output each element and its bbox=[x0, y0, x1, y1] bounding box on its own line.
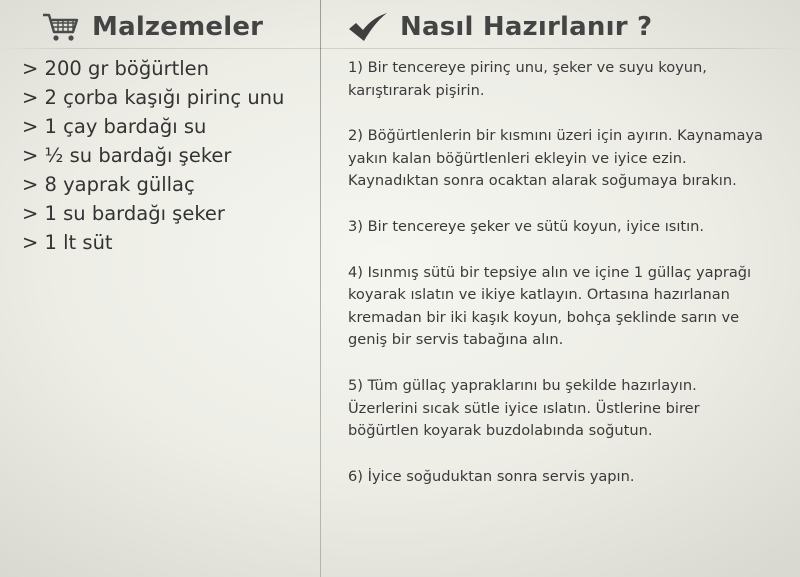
ingredient-item: > 2 çorba kaşığı pirinç unu bbox=[22, 86, 285, 109]
ingredient-item: > 1 su bardağı şeker bbox=[22, 202, 225, 225]
ingredient-item: > 1 çay bardağı su bbox=[22, 115, 207, 138]
ingredient-item: > ½ su bardağı şeker bbox=[22, 144, 232, 167]
instructions-list bbox=[348, 57, 768, 511]
instruction-step: 4) Isınmış sütü bir tepsiye alın ve içine 1 güllaç yaprağı koyarak ıslatın ve ikiye katlayın. Ortasına hazırlanan kremadan bir iki kaşık koyun, bohça şeklinde sarın ve geniş bir servis tabağına alın. bbox=[348, 263, 752, 349]
instruction-step: 3) Bir tencereye şeker ve sütü koyun, iyice ısıtın. bbox=[348, 217, 705, 235]
checkmark-icon bbox=[348, 12, 388, 42]
shopping-cart-icon bbox=[42, 12, 80, 42]
ingredients-header bbox=[42, 8, 263, 46]
instruction-step: 2) Böğürtlenlerin bir kısmını üzeri için ayırın. Kaynamaya yakın kalan böğürtlenleri ekleyin ve iyice ezin. Kaynadıktan sonra ocaktan alarak soğumaya bırakın. bbox=[348, 127, 763, 190]
ingredients-list bbox=[22, 54, 284, 257]
ingredient-item: > 200 gr böğürtlen bbox=[22, 57, 210, 80]
ingredient-item: > 1 lt süt bbox=[22, 231, 113, 254]
instruction-step: 5) Tüm güllaç yapraklarını bu şekilde hazırlayın. Üzerlerini sıcak sütle iyice ıslatın. Üstlerine birer böğürtlen koyarak buzdolabında soğutun. bbox=[348, 376, 700, 440]
instruction-step: 1) Bir tencereye pirinç unu, şeker ve suyu koyun, karıştırarak pişirin. bbox=[348, 59, 707, 99]
header-divider bbox=[0, 48, 800, 49]
instructions-header bbox=[348, 8, 652, 46]
instructions-title: Nasıl Hazırlanır ? bbox=[400, 12, 653, 42]
instruction-step: 6) İyice soğuduktan sonra servis yapın. bbox=[348, 467, 635, 485]
ingredients-title: Malzemeler bbox=[92, 12, 264, 42]
column-divider bbox=[320, 0, 321, 577]
ingredient-item: > 8 yaprak güllaç bbox=[22, 173, 195, 196]
